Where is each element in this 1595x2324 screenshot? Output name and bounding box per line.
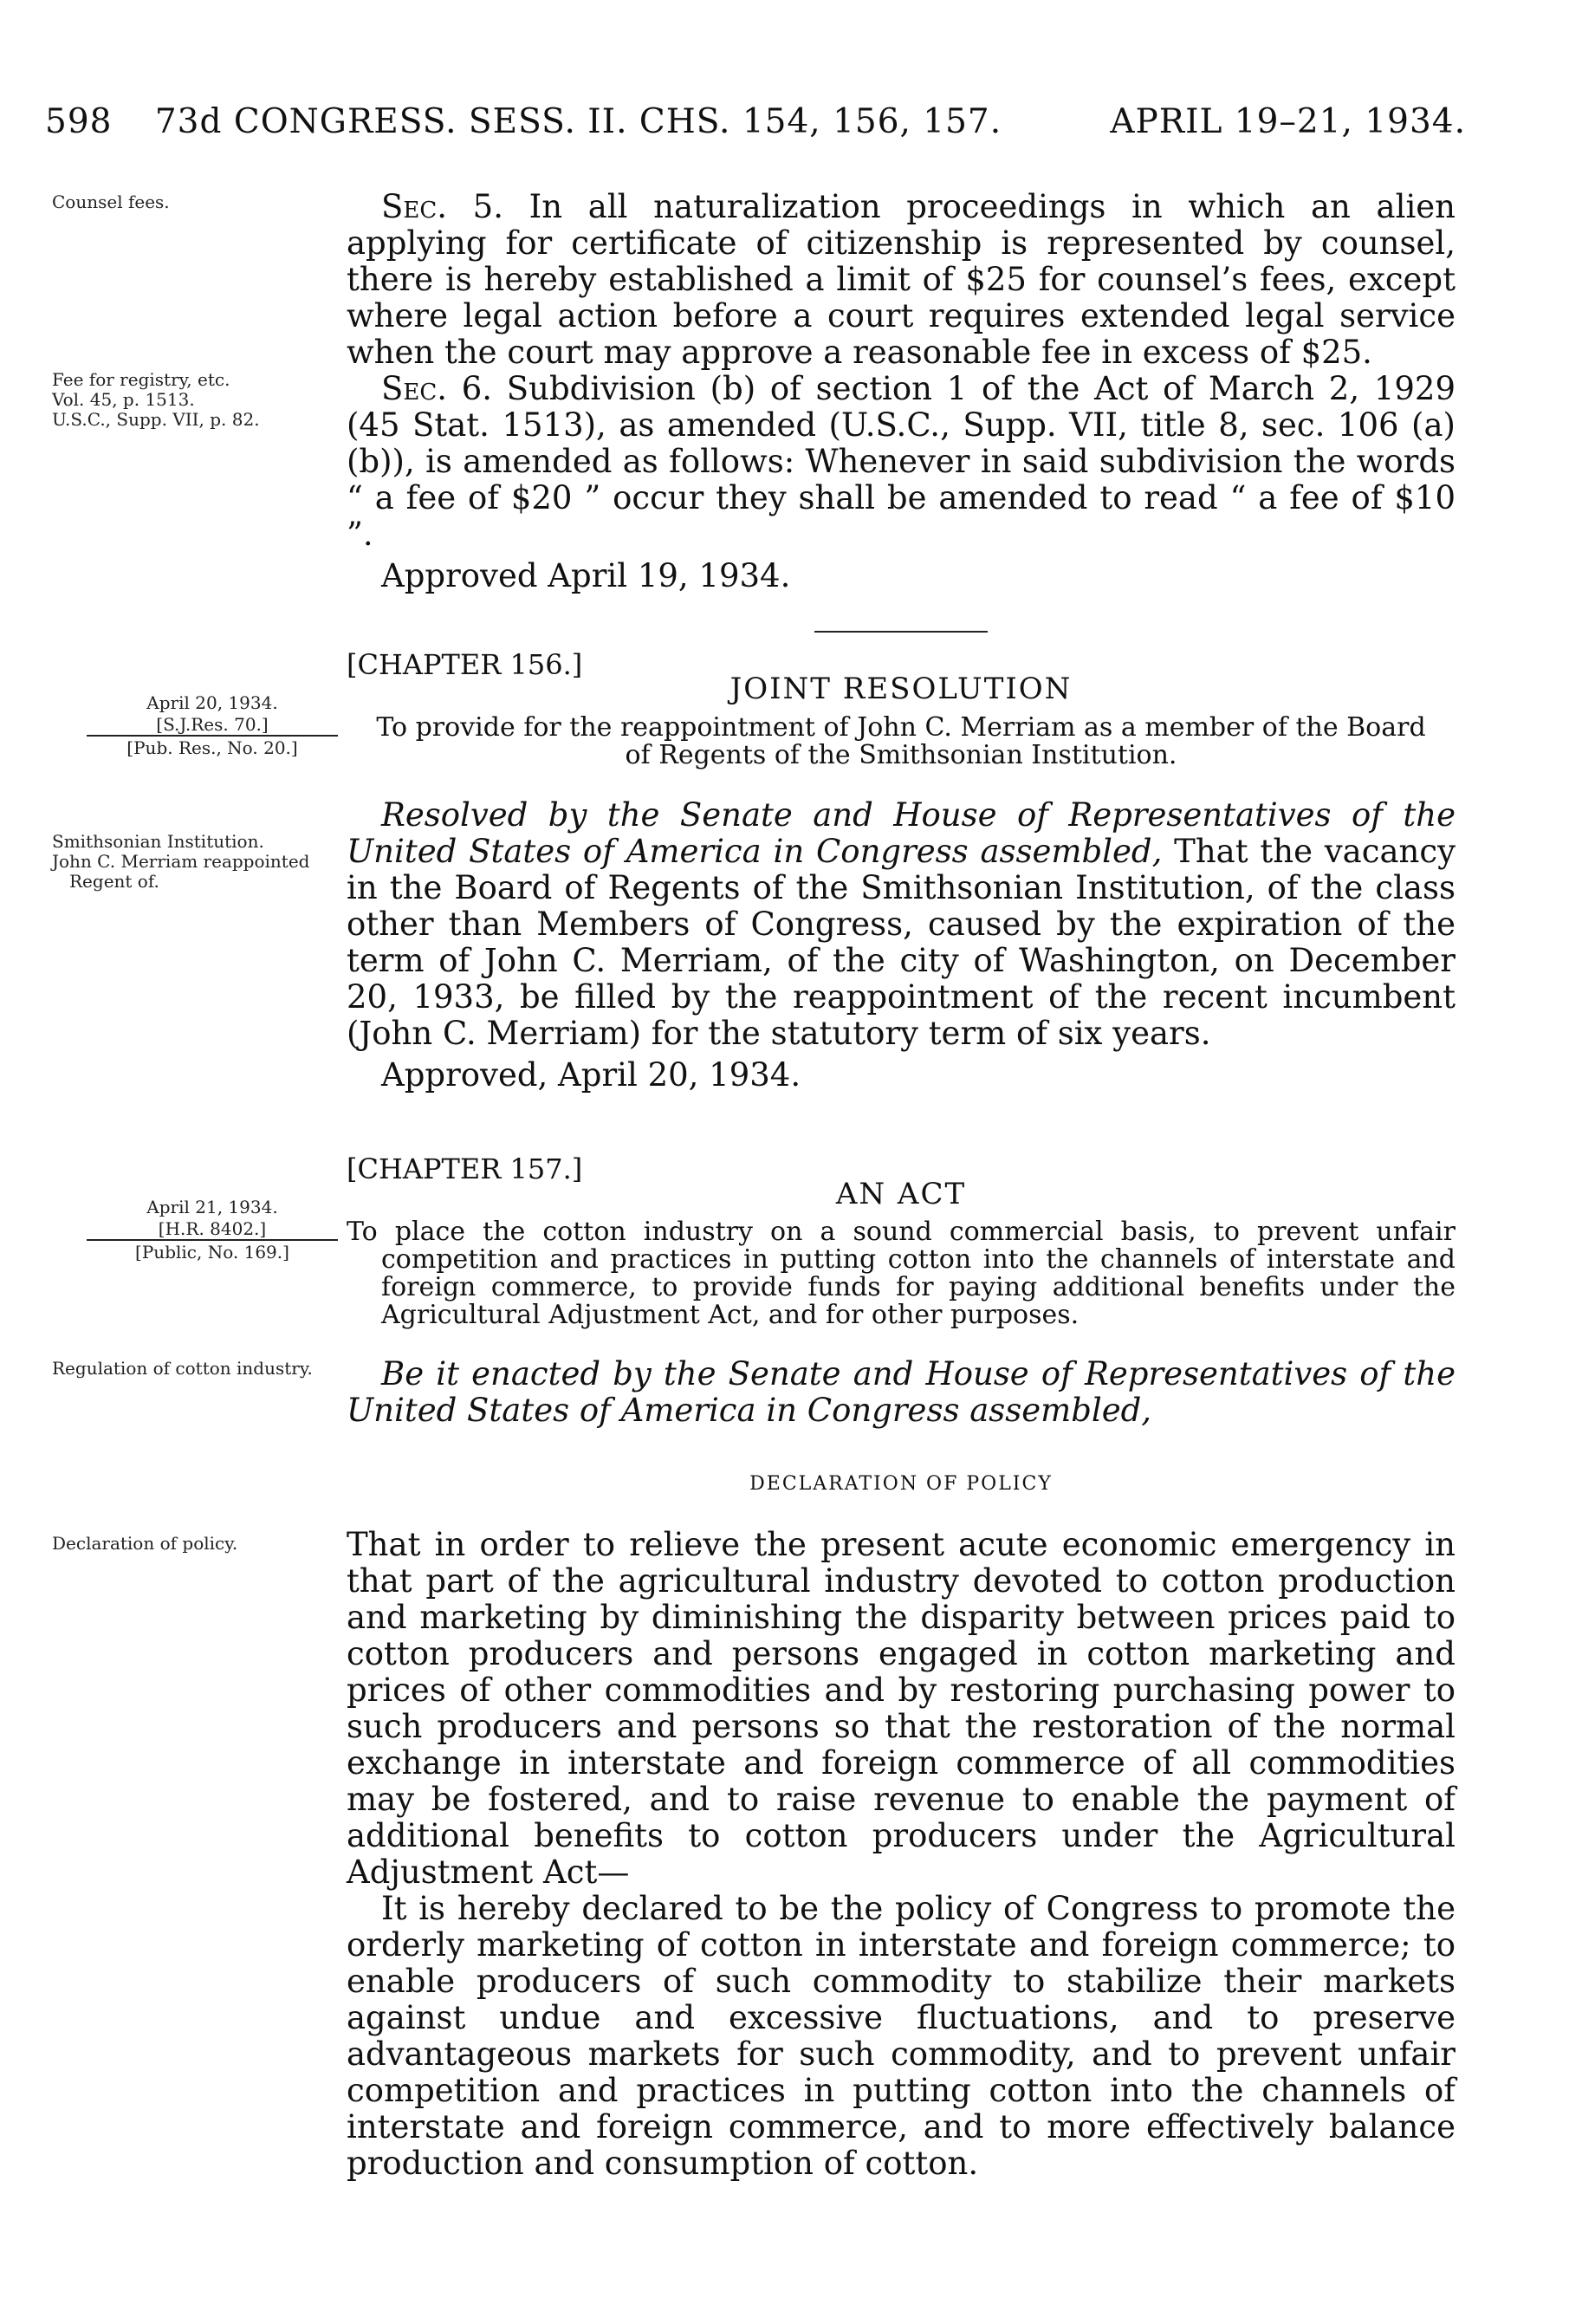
margin-note: Fee for registry, etc. bbox=[52, 369, 230, 390]
section-6 bbox=[347, 371, 1456, 594]
section-label: Sec. 6. bbox=[381, 370, 493, 407]
margin-note-regulation bbox=[52, 1359, 347, 1379]
approval-line: Approved, April 20, 1934. bbox=[381, 1056, 801, 1094]
margin-date: April 21, 1934. bbox=[146, 1197, 278, 1217]
purpose-line: of Regents of the Smithsonian Institution. bbox=[625, 740, 1177, 770]
policy-paragraph-1: That in order to relieve the present acute economic emergency in that part of the agricultural industry devoted to cotton production and marketing by diminishing the disparity between prices paid to cotton producers and persons engaged in cotton marketing and prices of other commodities and by restoring purchasing power to such producers and persons so that the restoration of the normal exchange in interstate and foreign commerce of all commodities may be fostered, and to raise revenue to enable the payment of additional benefits to cotton producers under the Agricultural Adjustment Act— bbox=[347, 1526, 1456, 1891]
purpose-line: To provide for the reappointment of John C. Merriam as a member of the Board bbox=[376, 712, 1426, 743]
margin-public-law: [Public, No. 169.] bbox=[135, 1242, 289, 1263]
margin-bill-number: [S.J.Res. 70.] bbox=[87, 715, 338, 737]
page-number: 598 bbox=[45, 102, 113, 141]
margin-public-resolution: [Pub. Res., No. 20.] bbox=[126, 737, 298, 758]
section-text: In all naturalization proceedings in which an alien applying for certificate of citizenship is represented by counsel, there is hereby established a limit of $25 for counsel’s fees, except where legal action before a court requires extended legal service when the court may approve a reasonable fee in excess of $25. bbox=[347, 188, 1456, 371]
section-5 bbox=[347, 189, 1456, 371]
margin-note: John C. Merriam reappointed Regent of. bbox=[52, 851, 310, 892]
declaration-of-policy bbox=[347, 1527, 1456, 2182]
purpose-text: To place the cotton industry on a sound commercial basis, to prevent unfair competition and practices in putting cotton into the channels of interstate and foreign commerce, to provide funds for paying additional benefits under the Agricultural Adjustment Act, and for other purposes. bbox=[347, 1217, 1456, 1330]
margin-date: April 20, 1934. bbox=[146, 692, 278, 713]
resolving-clause: Resolved by the Senate and House of Representatives of the United States of America in Congress assembled, bbox=[347, 796, 1456, 870]
section-text: Subdivision (b) of section 1 of the Act of March 2, 1929 (45 Stat. 1513), as amended (U.S.C., Supp. VII, title 8, sec. 106 (a)(b)), is amended as follows: Whenever in said subdivision the words “ a fee of $20 ” occur they shall be amended to read “ a fee of $10 ”. bbox=[347, 370, 1456, 553]
margin-notes-sec6 bbox=[52, 370, 347, 430]
margin-note: Smithsonian Institution. bbox=[52, 831, 264, 852]
margin-note: Vol. 45, p. 1513. bbox=[52, 389, 195, 410]
act-title: AN ACT bbox=[835, 1177, 967, 1211]
section-heading: DECLARATION OF POLICY bbox=[749, 1473, 1053, 1495]
margin-note-counsel-fees: Counsel fees. bbox=[52, 192, 170, 212]
enacting-clause: Be it enacted by the Senate and House of Representatives of the United States of America in Congress assembled, bbox=[347, 1355, 1456, 1429]
chapter-157-label: [CHAPTER 157.] bbox=[347, 1152, 583, 1185]
running-title: 73d CONGRESS. SESS. II. CHS. 154, 156, 157. bbox=[154, 102, 1002, 141]
margin-bill-number: [H.R. 8402.] bbox=[87, 1219, 338, 1241]
divider-rule bbox=[814, 631, 988, 633]
margin-note: U.S.C., Supp. VII, p. 82. bbox=[52, 409, 260, 430]
running-header bbox=[45, 102, 1466, 141]
resolution-purpose bbox=[347, 714, 1456, 769]
resolution-body bbox=[347, 797, 1456, 1094]
resolution-text: That the vacancy in the Board of Regents of the Smithsonian Institution, of the class other than Members of Congress, caused by the expiration of the term of John C. Merriam, of the city of Washington, on December 20, 1933, be filled by the reappointment of the recent incumbent (John C. Merriam) for the statutory term of six years. bbox=[347, 833, 1456, 1052]
act-purpose bbox=[347, 1218, 1456, 1329]
margin-notes-156 bbox=[52, 832, 347, 892]
joint-resolution-title: JOINT RESOLUTION bbox=[729, 672, 1073, 706]
chapter-156-label: [CHAPTER 156.] bbox=[347, 648, 583, 681]
header-date: APRIL 19–21, 1934. bbox=[1110, 102, 1466, 141]
policy-paragraph-2: It is hereby declared to be the policy of Congress to promote the orderly marketing of cotton in interstate and foreign commerce; to enable producers of such commodity to stabilize their markets against undue and excessive fluctuations, and to preserve advantageous markets for such commodity, and to prevent unfair competition and practices in putting cotton into the channels of interstate and foreign commerce, and to more effectively balance production and consumption of cotton. bbox=[347, 1890, 1456, 2182]
section-label: Sec. 5. bbox=[381, 188, 503, 225]
enacting-clause-block bbox=[347, 1356, 1456, 1429]
approval-line: Approved April 19, 1934. bbox=[381, 557, 791, 594]
margin-note-declaration: Declaration of policy. bbox=[52, 1533, 238, 1554]
margin-note: Regulation of cotton industry. bbox=[52, 1358, 313, 1379]
margin-bill-info-157 bbox=[87, 1198, 338, 1263]
margin-bill-info-156 bbox=[87, 693, 338, 758]
